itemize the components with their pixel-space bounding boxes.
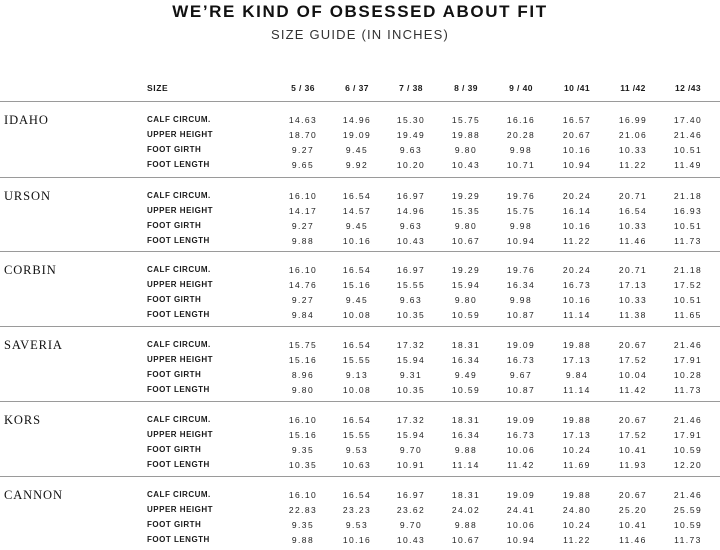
model-name: KORS (4, 413, 41, 427)
measurement-value: 10.59 (673, 445, 703, 455)
measurement-value: 10.16 (342, 535, 372, 545)
measurement-value: 11.22 (563, 535, 591, 545)
measurement-value: 10.87 (506, 310, 536, 320)
measurement-value: 17.52 (618, 355, 648, 365)
measurement-value: 15.94 (396, 430, 426, 440)
measurement-value: 11.22 (563, 236, 591, 246)
measurement-value: 19.88 (451, 130, 481, 140)
measurement-value: 17.52 (673, 280, 703, 290)
measurement-value: 9.45 (345, 145, 369, 155)
measurement-value: 10.08 (342, 385, 372, 395)
measurement-value: 10.43 (451, 160, 481, 170)
measurement-value: 20.24 (562, 265, 592, 275)
measurement-value: 10.41 (618, 445, 648, 455)
measurement-value: 14.57 (342, 206, 372, 216)
measurement-value: 10.51 (673, 221, 703, 231)
measurement-value: 11.38 (619, 310, 647, 320)
measurement-value: 16.97 (396, 265, 426, 275)
measurement-value: 9.45 (345, 221, 369, 231)
model-name: URSON (4, 189, 51, 203)
measurement-value: 9.35 (291, 445, 315, 455)
measurement-label: CALF CIRCUM. (147, 115, 211, 124)
measurement-value: 10.71 (506, 160, 536, 170)
measurement-value: 9.27 (291, 145, 315, 155)
measurement-value: 14.96 (342, 115, 372, 125)
measurement-value: 9.84 (565, 370, 589, 380)
measurement-value: 9.80 (454, 221, 478, 231)
measurement-label: FOOT GIRTH (147, 145, 202, 154)
measurement-row (0, 280, 720, 295)
measurement-value: 9.53 (345, 520, 369, 530)
measurement-label: FOOT LENGTH (147, 310, 210, 319)
measurement-label: UPPER HEIGHT (147, 130, 214, 139)
measurement-value: 9.53 (345, 445, 369, 455)
measurement-value: 15.75 (506, 206, 536, 216)
measurement-value: 17.32 (396, 415, 426, 425)
measurement-value: 19.76 (506, 265, 536, 275)
measurement-value: 16.73 (562, 280, 592, 290)
measurement-value: 16.97 (396, 490, 426, 500)
measurement-value: 16.10 (288, 490, 318, 500)
measurement-label: UPPER HEIGHT (147, 505, 214, 514)
measurement-value: 15.75 (451, 115, 481, 125)
measurement-value: 16.93 (673, 206, 703, 216)
measurement-value: 10.87 (506, 385, 536, 395)
measurement-value: 21.46 (673, 130, 703, 140)
measurement-value: 16.14 (562, 206, 592, 216)
measurement-value: 23.62 (396, 505, 426, 515)
size-column-header: 11 /42 (620, 83, 646, 93)
measurement-value: 17.40 (673, 115, 703, 125)
measurement-value: 9.27 (291, 221, 315, 231)
measurement-value: 24.02 (451, 505, 481, 515)
measurement-value: 16.54 (618, 206, 648, 216)
measurement-value: 20.28 (506, 130, 536, 140)
measurement-value: 14.96 (396, 206, 426, 216)
measurement-value: 9.88 (454, 445, 478, 455)
measurement-value: 10.28 (673, 370, 703, 380)
measurement-label: FOOT GIRTH (147, 370, 202, 379)
measurement-label: FOOT LENGTH (147, 460, 210, 469)
measurement-row (0, 310, 720, 325)
measurement-label: FOOT LENGTH (147, 160, 210, 169)
measurement-value: 10.67 (451, 236, 481, 246)
measurement-value: 16.73 (506, 430, 536, 440)
measurement-value: 20.67 (618, 415, 648, 425)
measurement-label: FOOT GIRTH (147, 295, 202, 304)
measurement-value: 14.17 (288, 206, 318, 216)
measurement-value: 9.98 (509, 145, 533, 155)
measurement-value: 10.59 (673, 520, 703, 530)
measurement-value: 14.76 (288, 280, 318, 290)
measurement-label: CALF CIRCUM. (147, 340, 211, 349)
measurement-row (0, 415, 720, 430)
measurement-label: CALF CIRCUM. (147, 191, 211, 200)
measurement-value: 19.09 (506, 340, 536, 350)
measurement-value: 20.67 (618, 490, 648, 500)
measurement-row (0, 115, 720, 130)
measurement-row (0, 460, 720, 475)
measurement-value: 10.33 (618, 145, 648, 155)
measurement-value: 18.31 (451, 340, 481, 350)
measurement-value: 11.42 (619, 385, 647, 395)
measurement-value: 11.73 (674, 236, 702, 246)
measurement-value: 17.91 (673, 430, 703, 440)
measurement-value: 20.24 (562, 191, 592, 201)
measurement-value: 21.46 (673, 490, 703, 500)
measurement-value: 20.71 (618, 191, 648, 201)
measurement-value: 18.31 (451, 490, 481, 500)
measurement-value: 11.22 (619, 160, 647, 170)
measurement-value: 21.18 (673, 191, 703, 201)
measurement-value: 9.80 (454, 295, 478, 305)
measurement-row (0, 385, 720, 400)
measurement-value: 24.41 (506, 505, 536, 515)
measurement-value: 9.13 (345, 370, 369, 380)
measurement-value: 18.70 (288, 130, 318, 140)
measurement-value: 10.67 (451, 535, 481, 545)
measurement-value: 9.92 (345, 160, 369, 170)
measurement-value: 10.06 (506, 445, 536, 455)
measurement-value: 16.34 (451, 355, 481, 365)
size-header-row (0, 83, 720, 97)
measurement-label: UPPER HEIGHT (147, 355, 214, 364)
measurement-value: 10.20 (396, 160, 426, 170)
model-block (0, 326, 720, 397)
measurement-row (0, 160, 720, 175)
measurement-label: UPPER HEIGHT (147, 280, 214, 289)
measurement-value: 10.33 (618, 221, 648, 231)
measurement-row (0, 221, 720, 236)
measurement-value: 20.71 (618, 265, 648, 275)
measurement-value: 9.70 (399, 520, 423, 530)
measurement-row (0, 206, 720, 221)
measurement-value: 16.10 (288, 191, 318, 201)
measurement-row (0, 520, 720, 535)
measurement-value: 16.54 (342, 415, 372, 425)
measurement-value: 10.59 (451, 385, 481, 395)
measurement-value: 11.73 (674, 385, 702, 395)
measurement-value: 9.63 (399, 295, 423, 305)
measurement-value: 23.23 (342, 505, 372, 515)
measurement-value: 21.46 (673, 340, 703, 350)
measurement-label: UPPER HEIGHT (147, 430, 214, 439)
measurement-value: 16.57 (562, 115, 592, 125)
measurement-value: 16.99 (618, 115, 648, 125)
measurement-label: CALF CIRCUM. (147, 490, 211, 499)
measurement-value: 16.10 (288, 415, 318, 425)
measurement-value: 21.18 (673, 265, 703, 275)
measurement-value: 15.55 (342, 430, 372, 440)
model-block (0, 177, 720, 248)
model-block (0, 476, 720, 547)
measurement-value: 15.94 (396, 355, 426, 365)
measurement-row (0, 265, 720, 280)
measurement-label: FOOT GIRTH (147, 221, 202, 230)
measurement-value: 9.80 (291, 385, 315, 395)
measurement-value: 9.35 (291, 520, 315, 530)
page-subtitle: SIZE GUIDE (IN INCHES) (270, 27, 450, 42)
measurement-value: 15.16 (288, 430, 318, 440)
measurement-value: 19.76 (506, 191, 536, 201)
measurement-value: 16.73 (506, 355, 536, 365)
measurement-value: 16.10 (288, 265, 318, 275)
measurement-value: 24.80 (562, 505, 592, 515)
measurement-value: 16.16 (506, 115, 536, 125)
measurement-value: 17.91 (673, 355, 703, 365)
measurement-row (0, 505, 720, 520)
measurement-value: 11.46 (619, 535, 647, 545)
measurement-label: UPPER HEIGHT (147, 206, 214, 215)
measurement-value: 10.16 (562, 221, 592, 231)
measurement-row (0, 295, 720, 310)
model-name: SAVERIA (4, 338, 63, 352)
measurement-value: 10.24 (562, 520, 592, 530)
measurement-value: 9.80 (454, 145, 478, 155)
measurement-value: 16.54 (342, 265, 372, 275)
measurement-value: 15.94 (451, 280, 481, 290)
measurement-value: 9.98 (509, 221, 533, 231)
measurement-row (0, 445, 720, 460)
measurement-value: 9.49 (454, 370, 478, 380)
model-block (0, 401, 720, 472)
model-block (0, 251, 720, 322)
measurement-label: CALF CIRCUM. (147, 265, 211, 274)
measurement-value: 10.43 (396, 535, 426, 545)
measurement-row (0, 370, 720, 385)
measurement-value: 17.13 (562, 355, 592, 365)
model-name: IDAHO (4, 113, 49, 127)
measurement-row (0, 430, 720, 445)
measurement-value: 16.34 (451, 430, 481, 440)
measurement-value: 10.94 (562, 160, 592, 170)
size-column-header: 8 / 39 (454, 83, 478, 93)
measurement-value: 16.54 (342, 340, 372, 350)
measurement-value: 15.75 (288, 340, 318, 350)
measurement-value: 10.35 (288, 460, 318, 470)
measurement-row (0, 490, 720, 505)
measurement-row (0, 535, 720, 550)
measurement-value: 9.31 (399, 370, 423, 380)
measurement-row (0, 145, 720, 160)
measurement-value: 9.63 (399, 145, 423, 155)
measurement-value: 12.20 (673, 460, 703, 470)
measurement-value: 15.55 (396, 280, 426, 290)
measurement-value: 15.35 (451, 206, 481, 216)
measurement-label: FOOT LENGTH (147, 236, 210, 245)
measurement-value: 10.08 (342, 310, 372, 320)
measurement-value: 17.52 (618, 430, 648, 440)
measurement-value: 15.16 (288, 355, 318, 365)
measurement-row (0, 340, 720, 355)
measurement-value: 10.16 (562, 145, 592, 155)
size-column-header: 9 / 40 (509, 83, 533, 93)
measurement-value: 9.88 (291, 236, 315, 246)
model-block (0, 101, 720, 172)
measurement-value: 10.04 (618, 370, 648, 380)
measurement-value: 25.59 (673, 505, 703, 515)
measurement-value: 19.29 (451, 265, 481, 275)
measurement-value: 15.55 (342, 355, 372, 365)
size-column-header: 10 /41 (563, 83, 591, 93)
measurement-label: FOOT LENGTH (147, 385, 210, 394)
measurement-value: 10.16 (562, 295, 592, 305)
measurement-value: 10.16 (342, 236, 372, 246)
measurement-value: 8.96 (291, 370, 315, 380)
measurement-value: 16.34 (506, 280, 536, 290)
measurement-value: 9.70 (399, 445, 423, 455)
measurement-value: 14.63 (288, 115, 318, 125)
measurement-value: 9.84 (291, 310, 315, 320)
measurement-value: 10.43 (396, 236, 426, 246)
measurement-value: 17.32 (396, 340, 426, 350)
measurement-label: FOOT GIRTH (147, 520, 202, 529)
measurement-value: 15.30 (396, 115, 426, 125)
measurement-value: 15.16 (342, 280, 372, 290)
measurement-value: 11.49 (674, 160, 702, 170)
measurement-value: 20.67 (562, 130, 592, 140)
measurement-value: 10.24 (562, 445, 592, 455)
measurement-value: 21.06 (618, 130, 648, 140)
measurement-value: 18.31 (451, 415, 481, 425)
measurement-value: 9.63 (399, 221, 423, 231)
measurement-value: 19.88 (562, 490, 592, 500)
measurement-value: 10.51 (673, 145, 703, 155)
measurement-value: 25.20 (618, 505, 648, 515)
measurement-value: 22.83 (288, 505, 318, 515)
measurement-value: 17.13 (562, 430, 592, 440)
measurement-value: 19.49 (396, 130, 426, 140)
measurement-value: 11.14 (452, 460, 480, 470)
measurement-value: 11.65 (674, 310, 702, 320)
measurement-row (0, 236, 720, 251)
measurement-value: 19.09 (506, 415, 536, 425)
measurement-value: 9.45 (345, 295, 369, 305)
measurement-value: 10.35 (396, 385, 426, 395)
size-column-header: 5 / 36 (291, 83, 315, 93)
measurement-row (0, 191, 720, 206)
measurement-value: 19.88 (562, 415, 592, 425)
measurement-label: CALF CIRCUM. (147, 415, 211, 424)
measurement-value: 10.91 (396, 460, 426, 470)
measurement-value: 9.67 (509, 370, 533, 380)
measurement-value: 9.88 (454, 520, 478, 530)
measurement-row (0, 130, 720, 145)
measurement-value: 10.35 (396, 310, 426, 320)
measurement-value: 9.88 (291, 535, 315, 545)
size-column-header: 12 /43 (674, 83, 702, 93)
measurement-value: 16.54 (342, 490, 372, 500)
measurement-value: 11.42 (507, 460, 535, 470)
measurement-value: 19.88 (562, 340, 592, 350)
measurement-value: 10.94 (506, 535, 536, 545)
measurement-value: 11.14 (563, 385, 591, 395)
measurement-value: 16.97 (396, 191, 426, 201)
measurement-value: 21.46 (673, 415, 703, 425)
measurement-value: 11.14 (563, 310, 591, 320)
measurement-value: 19.09 (506, 490, 536, 500)
size-column-header: 6 / 37 (345, 83, 369, 93)
measurement-label: FOOT LENGTH (147, 535, 210, 544)
model-name: CORBIN (4, 263, 57, 277)
measurement-value: 10.06 (506, 520, 536, 530)
measurement-value: 17.13 (618, 280, 648, 290)
measurement-value: 9.65 (291, 160, 315, 170)
measurement-value: 9.27 (291, 295, 315, 305)
size-column-label: SIZE (147, 83, 169, 93)
measurement-value: 16.54 (342, 191, 372, 201)
measurement-value: 11.93 (619, 460, 647, 470)
page-title: WE’RE KIND OF OBSESSED ABOUT FIT (172, 2, 548, 21)
measurement-value: 10.41 (618, 520, 648, 530)
measurement-value: 10.94 (506, 236, 536, 246)
measurement-value: 19.09 (342, 130, 372, 140)
measurement-label: FOOT GIRTH (147, 445, 202, 454)
measurement-value: 19.29 (451, 191, 481, 201)
measurement-value: 10.63 (342, 460, 372, 470)
measurement-value: 11.46 (619, 236, 647, 246)
model-name: CANNON (4, 488, 63, 502)
measurement-value: 10.33 (618, 295, 648, 305)
measurement-value: 11.69 (563, 460, 591, 470)
measurement-value: 11.73 (674, 535, 702, 545)
measurement-value: 10.51 (673, 295, 703, 305)
measurement-value: 20.67 (618, 340, 648, 350)
measurement-value: 10.59 (451, 310, 481, 320)
size-column-header: 7 / 38 (399, 83, 423, 93)
measurement-value: 9.98 (509, 295, 533, 305)
measurement-row (0, 355, 720, 370)
